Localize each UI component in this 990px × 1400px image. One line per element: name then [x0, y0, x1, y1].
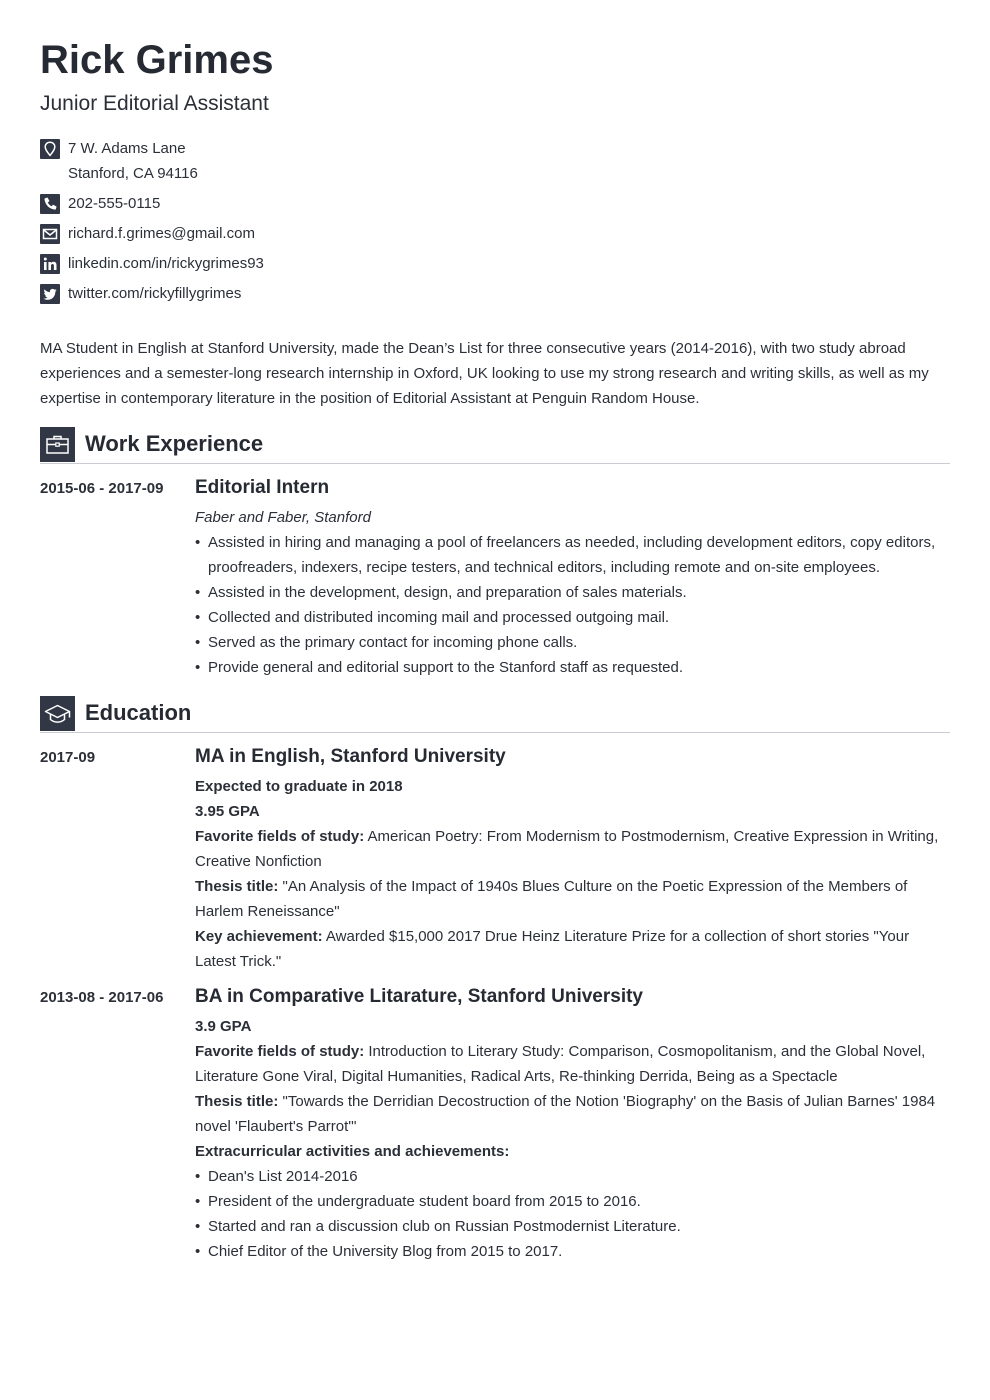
- work-experience-heading: Work Experience: [85, 431, 264, 456]
- thesis-value: "An Analysis of the Impact of 1940s Blues Culture on the Poetic Expression of the Members of Harlem Reneissance": [195, 878, 908, 920]
- thesis-label: Thesis title:: [195, 1093, 279, 1110]
- education-entry: [195, 985, 950, 1264]
- job-bullet: • Assisted in hiring and managing a pool of freelancers as needed, including development editors, copy editors, proofreaders, indexers, recipe testers, and technical editors, including remote and on-site employees.: [195, 530, 950, 580]
- briefcase-icon: [40, 427, 75, 462]
- envelope-icon: [40, 224, 60, 244]
- job-bullets: [195, 530, 950, 680]
- graduation-expected: Expected to graduate in 2018: [195, 778, 403, 795]
- education-dates: 2013-08 - 2017-06: [40, 989, 164, 1006]
- job-entry: [195, 476, 950, 680]
- extracurricular-item: • Chief Editor of the University Blog from 2015 to 2017.: [195, 1239, 950, 1264]
- job-company: Faber and Faber, Stanford: [195, 509, 371, 526]
- extracurricular-item: • Started and ran a discussion club on Russian Postmodernist Literature.: [195, 1214, 950, 1239]
- graduation-cap-icon: [40, 696, 75, 731]
- job-bullet: • Served as the primary contact for incoming phone calls.: [195, 630, 950, 655]
- favorite-fields-value: American Poetry: From Modernism to Postmodernism, Creative Expression in Writing, Creative Nonfiction: [195, 828, 939, 870]
- address-line-1: 7 W. Adams Lane: [68, 140, 186, 157]
- linkedin-icon: [40, 254, 60, 274]
- extracurricular-list: [195, 1164, 950, 1264]
- resume-name: Rick Grimes: [40, 38, 274, 82]
- extracurricular-item: • President of the undergraduate student board from 2015 to 2016.: [195, 1189, 950, 1214]
- thesis: [195, 874, 950, 924]
- profile-summary: MA Student in English at Stanford University, made the Dean’s List for three consecutive years (2014-2016), with two study abroad experiences and a semester-long research internship in Oxford, UK looking to use my strong research and writing skills, as well as my expertise in contemporary literature in the position of Editorial Assistant at Penguin Random House.: [40, 340, 929, 407]
- address-line-2: Stanford, CA 94116: [68, 165, 198, 182]
- favorite-fields-label: Favorite fields of study:: [195, 1043, 365, 1060]
- gpa: 3.95 GPA: [195, 803, 260, 820]
- job-title: Editorial Intern: [195, 477, 330, 498]
- email-address[interactable]: richard.f.grimes@gmail.com: [68, 225, 255, 242]
- twitter-url[interactable]: twitter.com/rickyfillygrimes: [68, 285, 242, 302]
- thesis-value: "Towards the Derridian Decostruction of the Notion 'Biography' on the Basis of Julian Barnes' 1984 novel 'Flaubert's Parrot'": [195, 1093, 936, 1135]
- favorite-fields-label: Favorite fields of study:: [195, 828, 365, 845]
- job-bullet: • Provide general and editorial support to the Stanford staff as requested.: [195, 655, 950, 680]
- job-dates: 2015-06 - 2017-09: [40, 480, 164, 497]
- phone-icon: [40, 194, 60, 214]
- map-pin-icon: [40, 139, 60, 159]
- key-achievement-label: Key achievement:: [195, 928, 323, 945]
- key-achievement: [195, 924, 950, 974]
- favorite-fields-value: Introduction to Literary Study: Comparison, Cosmopolitanism, and the Global Novel, Literature Gone Viral, Digital Humanities, Radical Arts, Re-thinking Derrida, Being as a Spectacle: [195, 1043, 926, 1085]
- phone-number[interactable]: 202-555-0115: [68, 195, 161, 212]
- job-bullet: • Assisted in the development, design, and preparation of sales materials.: [195, 580, 950, 605]
- favorite-fields: [195, 1039, 950, 1089]
- linkedin-url[interactable]: linkedin.com/in/rickygrimes93: [68, 255, 264, 272]
- degree-title: BA in Comparative Litarature, Stanford University: [195, 986, 644, 1007]
- key-achievement-value: Awarded $15,000 2017 Drue Heinz Literature Prize for a collection of short stories "Your Latest Trick.": [195, 928, 910, 970]
- extracurricular-item: • Dean's List 2014-2016: [195, 1164, 950, 1189]
- degree-title: MA in English, Stanford University: [195, 746, 506, 767]
- thesis-label: Thesis title:: [195, 878, 279, 895]
- thesis: [195, 1089, 950, 1139]
- favorite-fields: [195, 824, 950, 874]
- education-entry: [195, 745, 950, 974]
- education-dates: 2017-09: [40, 749, 96, 766]
- twitter-icon: [40, 284, 60, 304]
- education-heading: Education: [85, 700, 192, 725]
- resume-job-title: Junior Editorial Assistant: [40, 92, 269, 115]
- job-bullet: • Collected and distributed incoming mail and processed outgoing mail.: [195, 605, 950, 630]
- education-section-header: [40, 696, 950, 733]
- extracurricular-label: Extracurricular activities and achievements:: [195, 1143, 510, 1160]
- work-experience-section-header: [40, 427, 950, 464]
- gpa: 3.9 GPA: [195, 1018, 252, 1035]
